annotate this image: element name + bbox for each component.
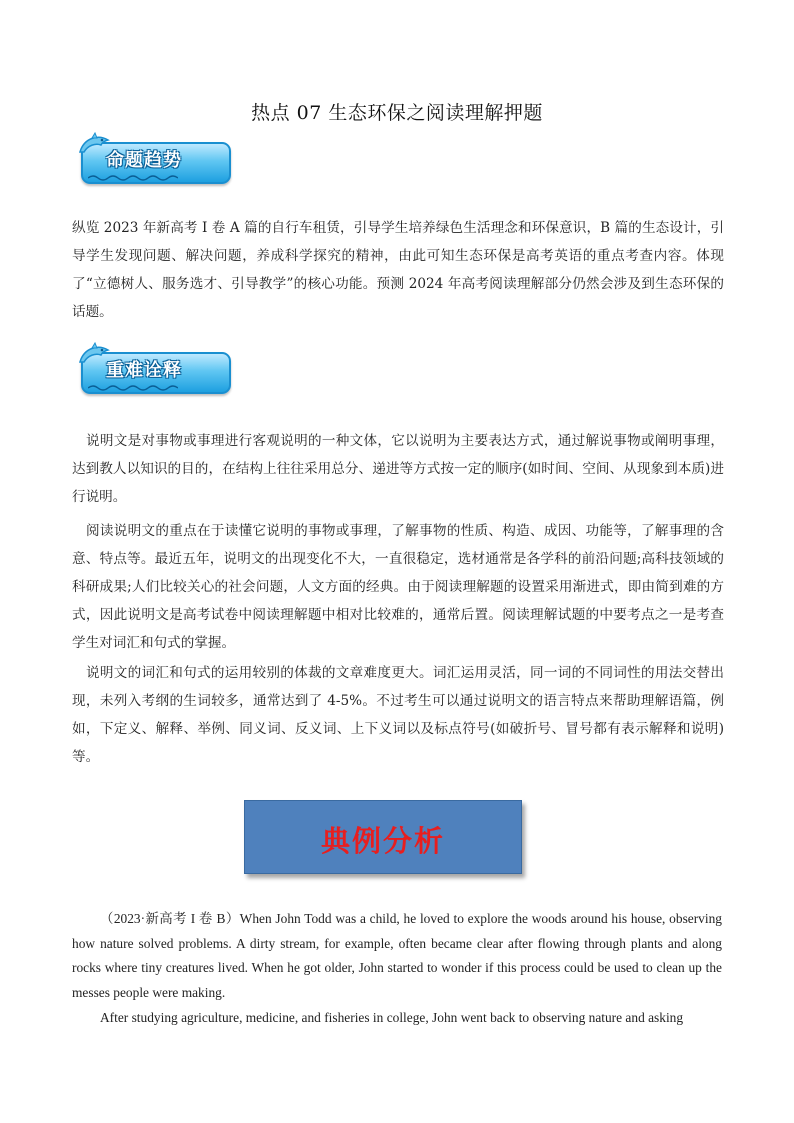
- section-badge-difficulty: [76, 342, 232, 392]
- passage-paragraph-2: After studying agriculture, medicine, and fisheries in college, John went back to observing nature and asking: [100, 1010, 684, 1025]
- wave-decoration-icon: [88, 384, 178, 392]
- difficulty-paragraph-2: 阅读说明文的重点在于读懂它说明的事物或事理，了解事物的性质、构造、成因、功能等，了解事理的含意、特点等。最近五年，说明文的出现变化不大，一直很稳定，选材通常是各学科的前沿问题;高科技领域的科研成果;人们比较关心的社会问题，人文方面的经典。由于阅读理解题的设置采用渐进式，即由简到难的方式，因此说明文是高考试卷中阅读理解题中相对比较难的，通常后置。阅读理解试题的中要考点之一是考查学生对词汇和句式的掌握。: [72, 523, 724, 651]
- passage-paragraph-1: （2023·新高考 I 卷 B）When John Todd was a child, he loved to explore the woods around his house, observing how nature solved problems. A dirty stream, for example, often became clear after flowing through plants and along rocks where tiny creatures lived. When he got older, John started to wonder if this process could be used to clean up the messes people were making.: [72, 911, 722, 1000]
- badge-label: 重难诠释: [106, 360, 182, 381]
- badge-label: 命题趋势: [106, 150, 182, 171]
- banner-label: 典例分析: [320, 824, 445, 858]
- wave-decoration-icon: [88, 174, 178, 182]
- difficulty-paragraph-1: 说明文是对事物或事理进行客观说明的一种文体，它以说明为主要表达方式，通过解说事物或阐明事理，达到教人以知识的目的，在结构上往往采用总分、递进等方式按一定的顺序(如时间、空间、从现象到本质)进行说明。: [72, 433, 724, 505]
- trend-paragraph: 纵览 2023 年新高考 I 卷 A 篇的自行车租赁，引导学生培养绿色生活理念和环保意识，B 篇的生态设计，引导学生发现问题、解决问题，养成科学探究的精神，由此可知生态环保是高考英语的重点考查内容。体现了“立德树人、服务选才、引导教学”的核心功能。预测 2024 年高考阅读理解部分仍然会涉及到生态环保的话题。: [72, 220, 724, 320]
- example-analysis-banner: [244, 800, 522, 874]
- page-title: 热点 07 生态环保之阅读理解押题: [251, 102, 543, 124]
- difficulty-paragraph-3: 说明文的词汇和句式的运用较别的体裁的文章难度更大。词汇运用灵活，同一词的不同词性的用法交替出现，未列入考纲的生词较多，通常达到了 4-5%。不过考生可以通过说明文的语言特点来帮助理解语篇，例如，下定义、解释、举例、同义词、反义词、上下义词以及标点符号(如破折号、冒号都有表示解释和说明)等。: [72, 665, 724, 765]
- section-badge-trend: [76, 132, 232, 182]
